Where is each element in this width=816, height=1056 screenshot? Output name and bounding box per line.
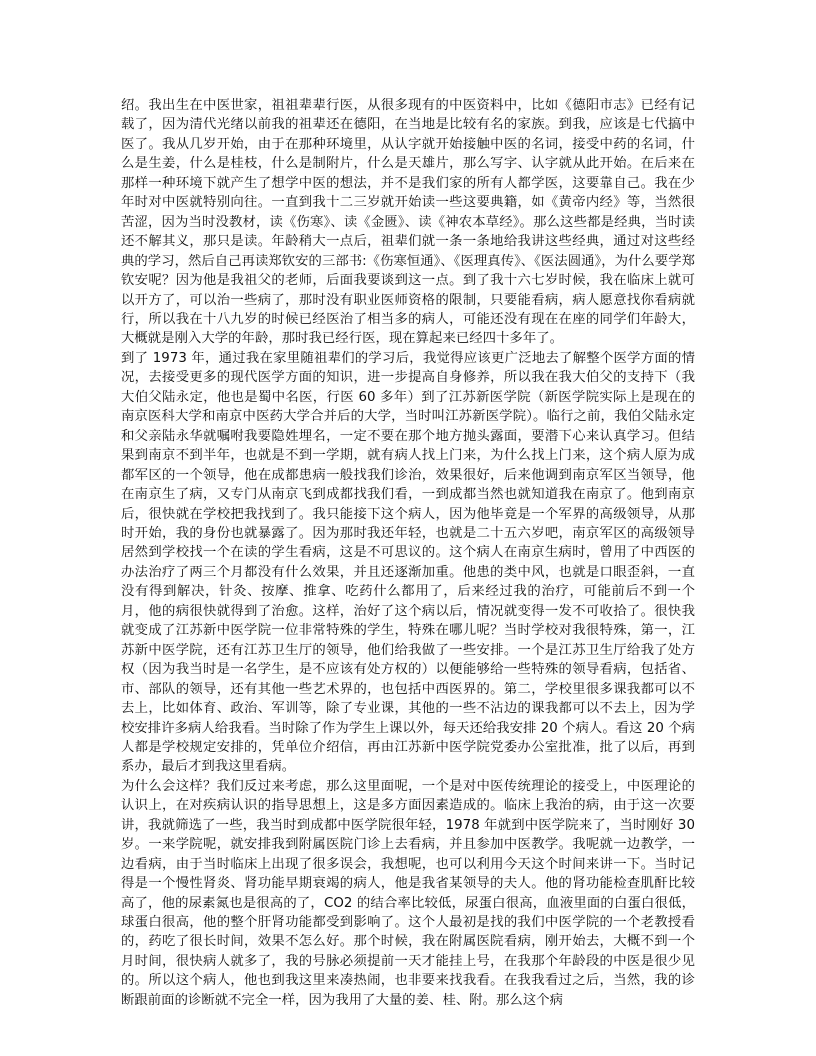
paragraph-family-background: 绍。我出生在中医世家，祖祖辈辈行医，从很多现有的中医资料中，比如《德阳市志》已经有记载了，因为清代光绪以前我的祖辈还在德阳，在当地是比较有名的家族。到我，应该是七代搞中医了。我从几岁开始，由于在那种环境里，从认字就开始接触中医的名词，接受中药的名词，什么是生姜，什么是桂枝，什么是制附片，什么是天雄片，那么写字、认字就从此开始。在后来在那样一种环境下就产生了想学中医的想法，并不是我们家的所有人都学医，这要靠自己。我在少年时对中医就特别向往。一直到我十二三岁就开始读一些这要典籍，如《黄帝内经》等，当然很苦涩，因为当时没教材，读《伤寒》、读《金匮》、读《神农本草经》。那么这些都是经典，当时读还不解其义，那只是读。年龄稍大一点后，祖辈们就一条一条地给我讲这些经典，通过对这些经典的学习，然后自己再读郑钦安的三部书:《伤寒恒通》、《医理真传》、《医法圆通》，为什么要学郑钦安呢？因为他是我祖父的老师，后面我要谈到这一点。到了我十六七岁时候，我在临床上就可以开方了，可以治一些病了，那时没有职业医师资格的限制，只要能看病，病人愿意找你看病就行，所以我在十八九岁的时候已经医治了相当多的病人，可能还没有现在在座的同学们年龄大，大概就是刚入大学的年龄，那时我已经行医，现在算起来已经四十多年了。 [121, 98, 695, 347]
paragraph-nanjing-study: 到了 1973 年，通过我在家里随祖辈们的学习后，我觉得应该更广泛地去了解整个医学方面的情况，去接受更多的现代医学方面的知识，进一步提高自身修养，所以我在我大伯父的支持下（我大伯父陆永定，他也是蜀中名医，行医 60 多年）到了江苏新医学院（新医学院实际上是现在的南京医科大学和南京中医药大学合并后的大学，当时叫江苏新医学院）。临行之前，我伯父陆永定和父亲陆永华就嘱咐我要隐姓埋名，一定不要在那个地方抛头露面，要潜下心来认真学习。但结果到南京不到半年，也就是不到一学期，就有病人找上门来，为什么找上门来，这个病人原为成都军区的一个领导，他在成都患病一般找我们诊治，效果很好，后来他调到南京军区当领导，他在南京生了病，又专门从南京飞到成都找我们看，一到成都当然也就知道我在南京了。他到南京后，很快就在学校把我找到了。我只能接下这个病人，因为他毕竟是一个军界的高级领导，从那时开始，我的身份也就暴露了。因为那时我还年轻，也就是二十五六岁吧，南京军区的高级领导居然到学校找一个在读的学生看病，这是不可思议的。这个病人在南京生病时，曾用了中西医的办法治疗了两三个月都没有什么效果，并且还逐渐加重。他患的类中风，也就是口眼歪斜，一直没有得到解决，针灸、按摩、推拿、吃药什么都用了，后来经过我的治疗，可能前后不到一个月，他的病很快就得到了治愈。这样，治好了这个病以后，情况就变得一发不可收拾了。很快我就变成了江苏新中医学院一位非常特殊的学生，特殊在哪儿呢？当时学校对我很特殊，第一，江苏新中医学院，还有江苏卫生厅的领导，他们给我做了一些安排。一个是江苏卫生厅给我了处方权（因为我当时是一名学生，是不应该有处方权的）以便能够给一些特殊的领导看病，包括省、市、部队的领导，还有其他一些艺术界的，也包括中西医界的。第二，学校里很多课我都可以不去上，比如体育、政治、军训等，除了专业课，其他的一些不沾边的课我都可以不去上，因为学校安排许多病人给我看。当时除了作为学生上课以外，每天还给我安排 20 个病人。看这 20 个病人都是学校规定安排的，凭单位介绍信，再由江苏新中医学院党委办公室批准，批了以后，再到系办，最后才到我这里看病。 [121, 350, 695, 775]
paragraph-clinical-case: 为什么会这样？我们反过来考虑，那么这里面呢，一个是对中医传统理论的接受上，中医理论的认识上，在对疾病认识的指导思想上，这是多方面因素造成的。临床上我治的病，由于这一次要讲，我就筛选了一些，我当时到成都中医学院很年轻，1978 年就到中医学院来了，当时刚好 30 岁。一来学院呢，就安排我到附属医院门诊上去看病，并且参加中医教学。我呢就一边教学，一边看病，由于当时临床上出现了很多误会，我想呢，也可以利用今天这个时间来讲一下。当时记得是一个慢性肾炎、肾功能早期衰竭的病人，他是我省某领导的夫人。他的肾功能检查肌酐比较高了，他的尿素氮也是很高的了，CO2 的结合率比较低，尿蛋白很高，血液里面的白蛋白很低，球蛋白很高，他的整个肝肾功能都受到影响了。这个人最初是找的我们中医学院的一个老教授看的，药吃了很长时间，效果不怎么好。那个时候，我在附属医院看病，刚开始去，大概不到一个月时间，很快病人就多了，我的号脉必须提前一天才能挂上号，在我那个年龄段的中医是很少见的。所以这个病人，他也到我这里来凑热闹，也非要来找我看。在我我看过之后，当然，我的诊断跟前面的诊断就不完全一样，因为我用了大量的姜、桂、附。那么这个病 [121, 778, 695, 1008]
document-page [121, 96, 695, 1010]
